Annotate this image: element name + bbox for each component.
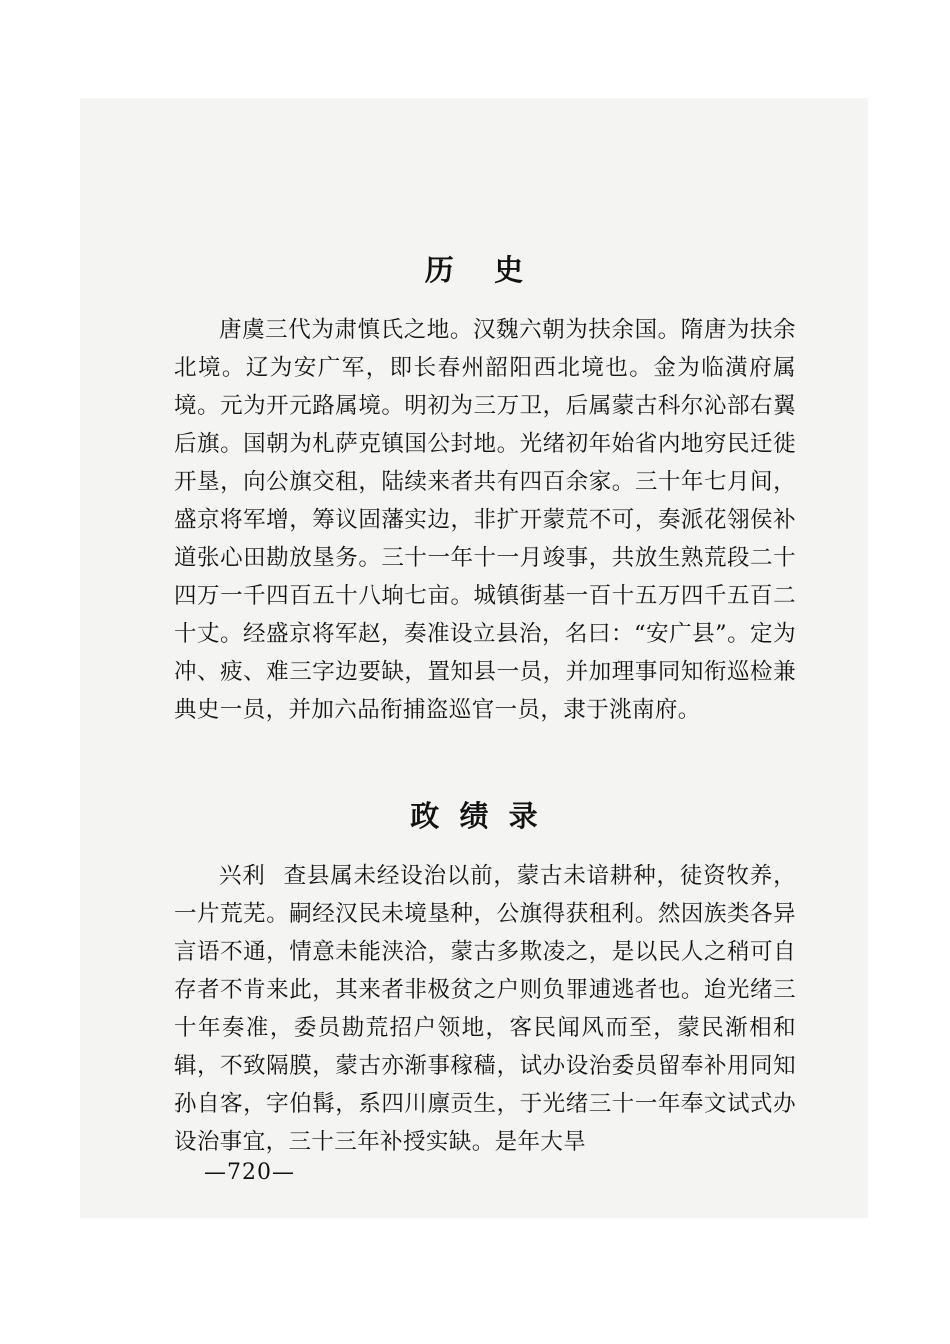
records-paragraph bbox=[174, 857, 796, 1161]
records-heading: 政 绩 录 bbox=[410, 799, 538, 833]
history-paragraph: 唐虞三代为肃慎氏之地。汉魏六朝为扶余国。隋唐为扶余北境。辽为安广军，即长春州韶阳西北境也。金为临潢府属境。元为开元路属境。明初为三万卫，后属蒙古科尔沁部右翼后旗。国朝为札萨克镇国公封地。光绪初年始省内地穷民迁徙开垦，向公旗交租，陆续来者共有四百余家。三十年七月间，盛京将军增，筹议固藩实边，非扩开蒙荒不可，奏派花翎侯补道张心田勘放垦务。三十一年十一月竣事，共放生熟荒段二十四万一千四百五十八垧七亩。城镇街基一百十五万四千五百二十丈。经盛京将军赵，奏准设立县治，名曰：“安广县”。定为冲、疲、难三字边要缺，置知县一员，并加理事同知衔巡检兼典史一员，并加六品衔捕盗巡官一员，隶于洮南府。 bbox=[174, 317, 796, 723]
page-number: —720— bbox=[204, 1160, 295, 1185]
records-lead-term: 兴利 bbox=[219, 863, 266, 889]
document-page bbox=[80, 98, 868, 1218]
history-heading: 历 史 bbox=[424, 253, 524, 287]
records-body-text: 查县属未经设治以前，蒙古未谙耕种，徒资牧养，一片荒芜。嗣经汉民未境垦种，公旗得获租利。然因族类各异言语不通，情意未能浃洽，蒙古多欺凌之，是以民人之稍可自存者不肯来此，其来者非极贫之户则负罪逋逃者也。迨光绪三十年奏准，委员勘荒招户领地，客民闻风而至，蒙民渐相和辑，不致隔膜，蒙古亦渐事稼穑，试办设治委员留奉补用同知孙自客，字伯髯，系四川廪贡生，于光绪三十一年奉文试式办设治事宜，三十三年补授实缺。是年大旱 bbox=[174, 863, 796, 1155]
